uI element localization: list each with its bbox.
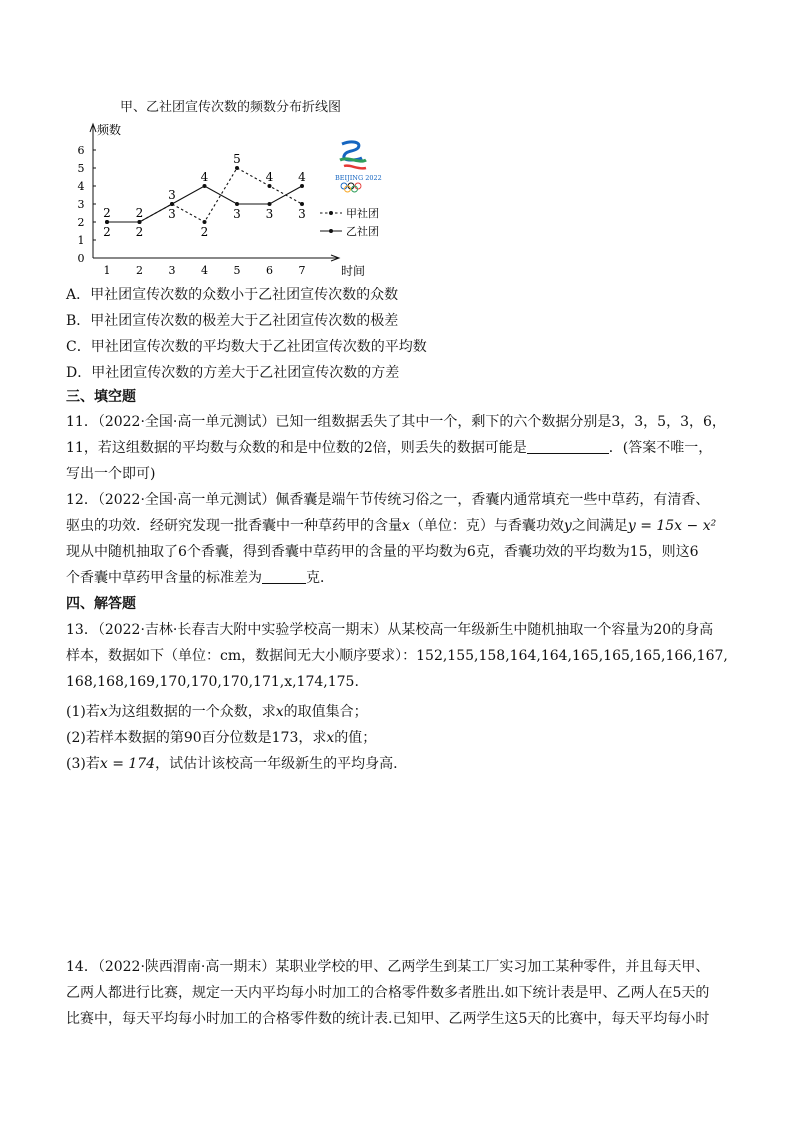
series-point xyxy=(300,184,304,188)
chart-series xyxy=(103,152,306,239)
y-tick-label: 4 xyxy=(77,180,85,193)
series-point xyxy=(105,220,109,224)
q13-line-3: 168,168,169,170,170,170,171,x,174,175. xyxy=(66,674,359,690)
x-tick-label: 7 xyxy=(298,264,306,277)
series-point xyxy=(138,220,142,224)
q13-part-2 xyxy=(66,726,376,750)
legend-marker xyxy=(329,211,333,215)
q13-text-a: 样本，数据如下（单位：cm，数据间无大小顺序要求）： xyxy=(66,648,417,664)
q12-line-1: 12．（2022·全国·高一单元测试）佩香囊是端午节传统习俗之一，香囊内通常填充一些中草药，有清香、 xyxy=(66,492,710,508)
y-tick-label: 6 xyxy=(77,144,85,157)
q14-line-2: 乙两人都进行比赛，规定一天内平均每小时加工的合格零件数多者胜出.如下统计表是甲、乙两人在5天的 xyxy=(66,985,710,1001)
q13-part-3 xyxy=(66,752,398,776)
q12-text-c: 之间满足 xyxy=(571,518,628,534)
legend-marker xyxy=(329,229,333,233)
section-4-heading: 四、解答题 xyxy=(66,596,136,612)
data-label: 4 xyxy=(298,170,306,184)
q11-text-b: ．(答案不唯一， xyxy=(608,440,713,456)
x-tick-label: 3 xyxy=(168,264,176,277)
q13-p1-var-x: x xyxy=(99,704,108,720)
q13-p2-var-x: x xyxy=(326,730,335,746)
x-tick-label: 1 xyxy=(103,264,111,277)
x-axis-label: 时间 xyxy=(341,264,366,278)
series-point xyxy=(268,184,272,188)
q11-answer-blank[interactable] xyxy=(527,437,609,454)
data-label: 4 xyxy=(200,170,209,184)
q13-p1-var-x2: x xyxy=(275,704,284,720)
svg-text:BEIJING 2022: BEIJING 2022 xyxy=(335,174,382,182)
data-label: 5 xyxy=(233,152,241,166)
data-label: 3 xyxy=(168,188,176,202)
q12-line-2 xyxy=(66,514,716,538)
legend-label: 甲社团 xyxy=(346,207,379,220)
data-label: 3 xyxy=(265,207,274,221)
q13-p3-a: (3)若 xyxy=(66,756,100,772)
y-tick-label: 5 xyxy=(77,162,85,175)
y-tick-label: 2 xyxy=(77,216,85,229)
x-tick-label: 2 xyxy=(136,264,143,277)
data-label: 2 xyxy=(200,225,209,239)
y-tick-label: 0 xyxy=(77,252,85,265)
y-tick-label: 3 xyxy=(77,198,85,211)
q12-answer-blank[interactable] xyxy=(262,567,306,584)
data-label: 2 xyxy=(103,206,111,220)
q13-p2-b: 的值； xyxy=(334,730,377,746)
q12-text-d: 个香囊中草药甲含量的标准差为 xyxy=(66,570,262,586)
y-tick-label: 1 xyxy=(77,234,85,247)
q14-line-3: 比赛中，每天平均每小时加工的合格零件数的统计表.已知甲、乙两学生这5天的比赛中，每天平均每小时 xyxy=(66,1011,710,1027)
q12-text-a: 驱虫的功效．经研究发现一批香囊中一种草药甲的含量 xyxy=(66,518,402,534)
q12-var-y: y xyxy=(563,518,572,534)
series-point xyxy=(203,220,207,224)
q13-p2-a: (2)若样本数据的第90百分位数是173，求 xyxy=(66,730,327,746)
series-point xyxy=(235,202,239,206)
data-label: 3 xyxy=(233,207,241,221)
option-a: A．甲社团宣传次数的众数小于乙社团宣传次数的众数 xyxy=(66,287,399,303)
q11-line-1: 11．（2022·全国·高一单元测试）已知一组数据丢失了其中一个，剩下的六个数据分别是3，3，5，3，6， xyxy=(66,414,726,430)
q11-line-2 xyxy=(66,436,712,460)
q11-text-a: 11，若这组数据的平均数与众数的和是中位数的2倍，则丢失的数据可能是 xyxy=(66,440,527,456)
q13-p1-b: 为这组数据的一个众数，求 xyxy=(107,704,276,720)
q14-line-1: 14．（2022·陕西渭南·高一期末）某职业学校的甲、乙两学生到某工厂实习加工某种零件，并且每天甲、 xyxy=(66,959,710,975)
q13-part-1 xyxy=(66,700,368,724)
series-point xyxy=(203,184,207,188)
series-point xyxy=(235,166,239,170)
q12-text-e: 克． xyxy=(306,570,334,586)
data-label: 2 xyxy=(135,206,144,220)
x-tick-label: 5 xyxy=(233,264,241,277)
series-point xyxy=(170,202,174,206)
q12-formula: y = 15x − x² xyxy=(627,518,717,534)
q12-line-4 xyxy=(66,566,334,590)
section-3-heading: 三、填空题 xyxy=(66,389,136,405)
beijing-2022-logo-icon xyxy=(332,138,382,194)
y-axis-label: 频数 xyxy=(97,123,122,137)
q13-data-a: 152,155,158,164,164,165,165,165,166,167, xyxy=(416,648,728,664)
data-label: 4 xyxy=(265,170,274,184)
q13-p3-formula: x = 174 xyxy=(99,756,156,772)
q13-p1-c: 的取值集合； xyxy=(283,704,368,720)
q13-p1-a: (1)若 xyxy=(66,704,100,720)
chart-legend xyxy=(320,206,379,238)
x-tick-label: 4 xyxy=(201,264,208,277)
option-c: C．甲社团宣传次数的平均数大于乙社团宣传次数的平均数 xyxy=(66,339,427,355)
q13-line-2 xyxy=(66,644,728,668)
data-label: 3 xyxy=(298,207,306,221)
data-label: 2 xyxy=(135,225,144,239)
series-point xyxy=(268,202,272,206)
series-point xyxy=(300,202,304,206)
q13-p3-b: ，试估计该校高一年级新生的平均身高. xyxy=(155,756,398,772)
data-label: 2 xyxy=(103,225,111,239)
chart-axes xyxy=(90,122,365,278)
q12-text-b: （单位：克）与香囊功效 xyxy=(409,518,564,534)
legend-label: 乙社团 xyxy=(346,225,379,238)
q12-var-x: x xyxy=(402,518,410,534)
data-label: 3 xyxy=(168,207,176,221)
option-d: D．甲社团宣传次数的方差大于乙社团宣传次数的方差 xyxy=(66,365,400,381)
chart-title: 甲、乙社团宣传次数的频数分布折线图 xyxy=(120,100,342,115)
q11-line-3: 写出一个即可) xyxy=(66,466,156,482)
x-tick-label: 6 xyxy=(266,264,273,277)
q12-line-3: 现从中随机抽取了6个香囊，得到香囊中草药甲的含量的平均数为6克，香囊功效的平均数为15，则这6 xyxy=(66,544,699,560)
q13-line-1: 13．（2022·吉林·长春吉大附中实验学校高一期末）从某校高一年级新生中随机抽取一个容量为20的身高 xyxy=(66,622,714,638)
option-b: B．甲社团宣传次数的极差大于乙社团宣传次数的极差 xyxy=(66,313,399,329)
